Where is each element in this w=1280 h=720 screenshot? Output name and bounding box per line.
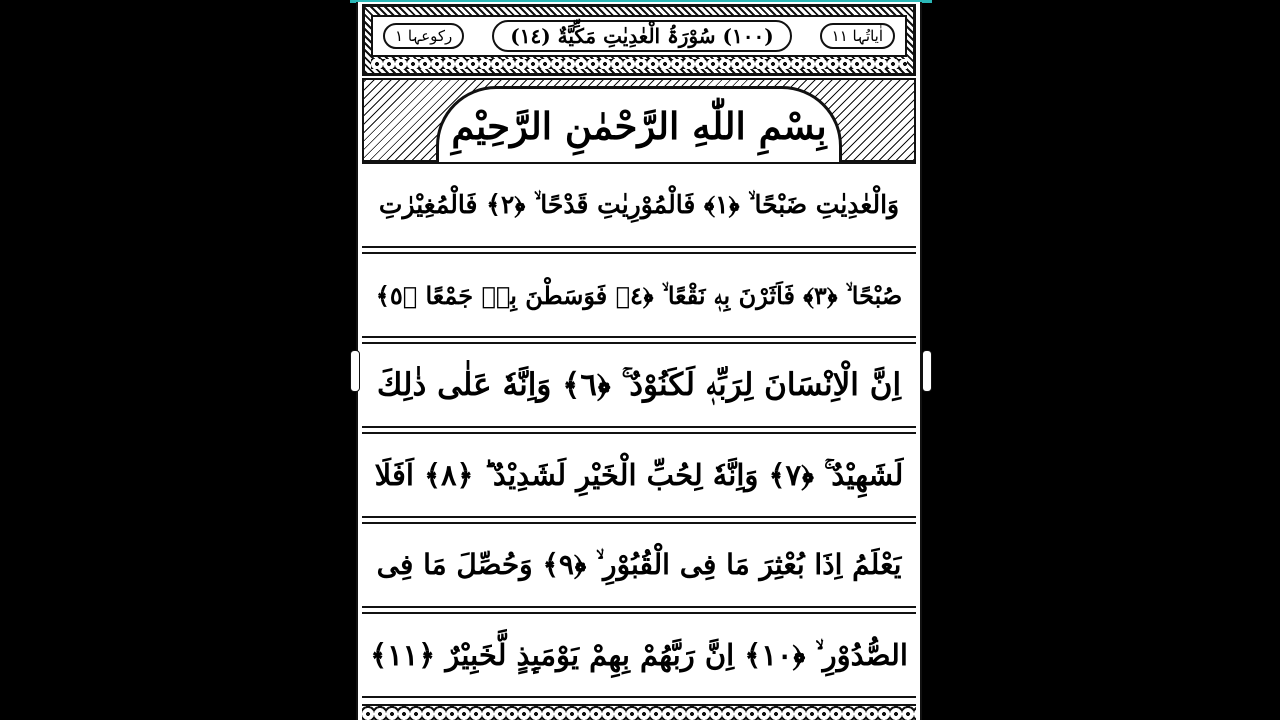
surah-title: (١٠٠) سُوْرَۃُ الْعٰدِیٰتِ مَكِّيَّةٌ (١٤): [492, 20, 791, 52]
bismillah-text: بِسْمِ اللّٰهِ الرَّحْمٰنِ الرَّحِیْمِ: [451, 103, 827, 148]
verse-line-text: وَالْعٰدِیٰتِ ضَبْحًا ۙ ﴿١﴾ فَالْمُوْرِیٰتِ قَدْحًا ۙ ﴿٢﴾ فَالْمُغِیْرٰتِ: [378, 190, 900, 219]
bismillah-frame: [436, 86, 842, 162]
verse-line: [362, 162, 916, 248]
verse-line-text: صُبْحًا ۙ ﴿٣﴾ فَاَثَرْنَ بِهٖ نَقْعًا ۙ ﴿٤﴾ فَوَسَطْنَ بِهٖ جَمْعًا ﴿٥﴾: [375, 280, 903, 310]
verse-line: [362, 522, 916, 608]
ayat-count-label: اٰیاتُہا ١١: [820, 23, 895, 49]
verse-line: [362, 252, 916, 338]
surah-header-inner: [371, 15, 907, 57]
surah-header: [362, 4, 916, 76]
bismillah-band: [362, 78, 916, 162]
verse-line-text: یَعْلَمُ اِذَا بُعْثِرَ مَا فِی الْقُبُوْرِ ۙ ﴿٩﴾ وَحُصِّلَ مَا فِی: [376, 548, 902, 581]
quran-page: [356, 2, 922, 720]
verse-line: [362, 612, 916, 698]
header-ornament-border: [371, 59, 907, 69]
verse-line-text: اِنَّ الْاِنْسَانَ لِرَبِّهٖ لَكَنُوْدٌ ۚ ﴿٦﴾ وَاِنَّهٗ عَلٰى ذٰلِكَ: [376, 366, 902, 403]
verse-line: [362, 342, 916, 428]
footer-ornament-border: [362, 704, 916, 720]
verse-line-text: لَشَهِیْدٌ ۚ ﴿٧﴾ وَاِنَّهٗ لِحُبِّ الْخَیْرِ لَشَدِیْدٌ ؕ ﴿٨﴾ اَفَلَا: [374, 457, 904, 492]
verse-lines: [362, 162, 916, 706]
verse-line: [362, 432, 916, 518]
right-margin-ornament: [922, 350, 932, 392]
ruku-count-label: رکوعہا ١: [383, 23, 464, 49]
verse-line-text: الصُّدُوْرِ ۙ ﴿١٠﴾ اِنَّ رَبَّهُمْ بِهِمْ یَوْمَىِٕذٍ لَّخَبِیْرٌ ﴿١١﴾: [370, 637, 908, 672]
left-margin-ornament: [350, 350, 360, 392]
